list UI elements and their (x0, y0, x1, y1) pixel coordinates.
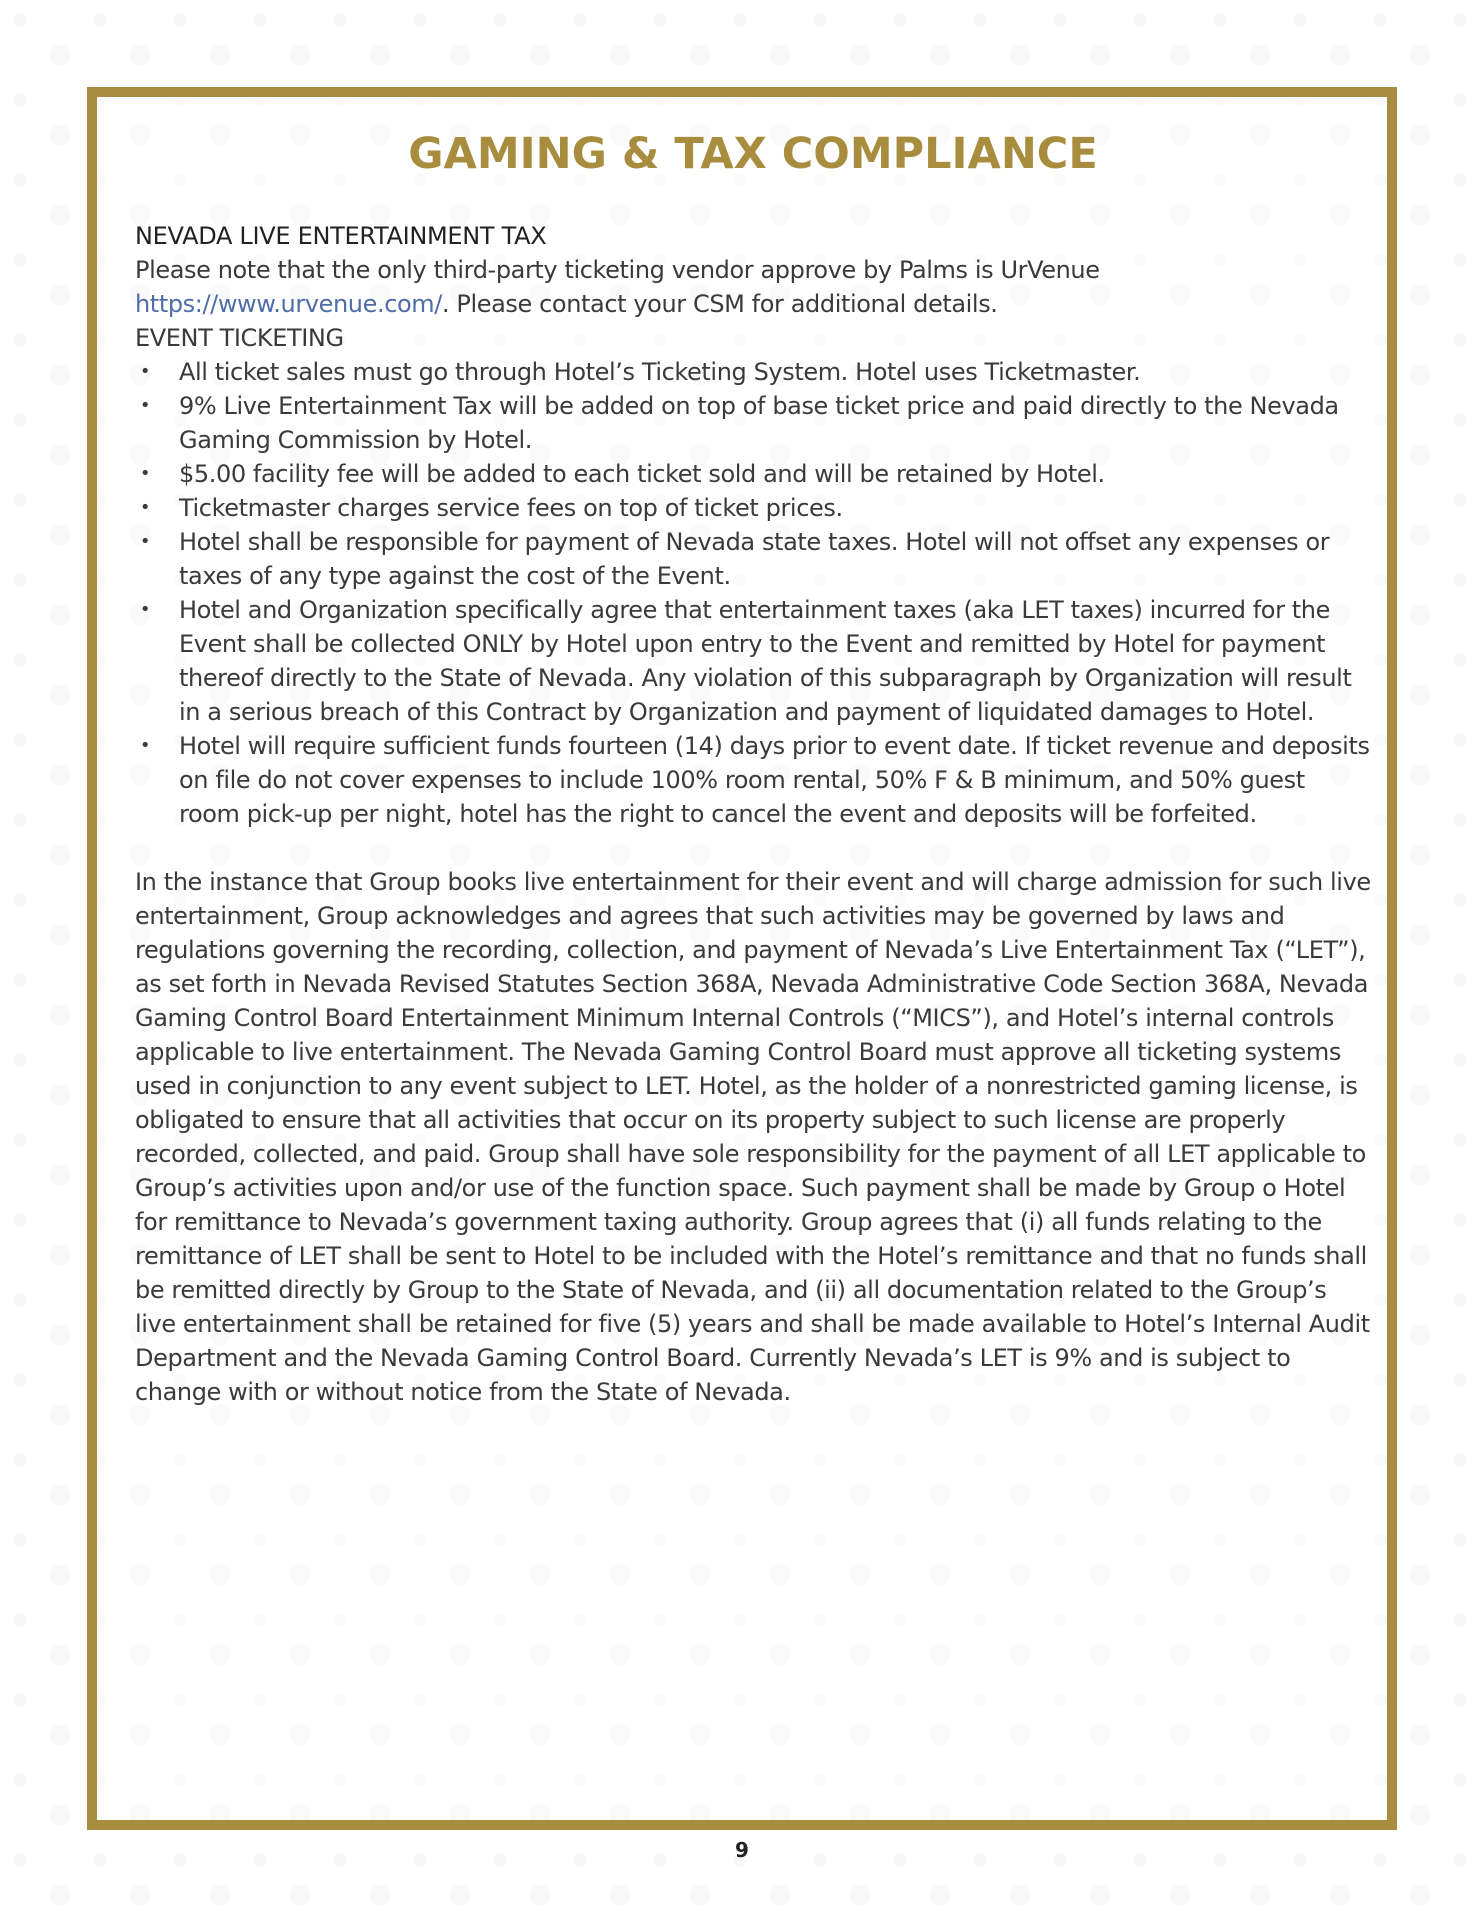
bullet-dot-icon: • (139, 496, 151, 518)
intro-text-before-link: Please note that the only third-party ticketing vendor approve by Palms is UrVenue (135, 255, 1100, 284)
let-body-paragraph: In the instance that Group books live entertainment for their event and will charge admission for such live entertainment, Group acknowledges and agrees that such activities may be governed by laws and regulations governing the recording, collection, and payment of Nevada’s Live Entertainment Tax (“LET”), as set forth in Nevada Revised Statutes Section 368A, Nevada Administrative Code Section 368A, Nevada Gaming Control Board Entertainment Minimum Internal Controls (“MICS”), and Hotel’s internal controls applicable to live entertainment. The Nevada Gaming Control Board must approve all ticketing systems used in conjunction to any event subject to LET. Hotel, as the holder of a nonrestricted gaming license, is obligated to ensure that all activities that occur on its property subject to such license are properly recorded, collected, and paid. Group shall have sole responsibility for the payment of all LET applicable to Group’s activities upon and/or use of the function space. Such payment shall be made by Group o Hotel for remittance to Nevada’s government taxing authority. Group agrees that (i) all funds relating to the remittance of LET shall be sent to Hotel to be included with the Hotel’s remittance and that no funds shall be remitted directly by Group to the State of Nevada, and (ii) all documentation related to the Group’s live entertainment shall be retained for five (5) years and shall be made available to Hotel’s Internal Audit Department and the Nevada Gaming Control Board. Currently Nevada’s LET is 9% and is subject to change with or without notice from the State of Nevada. (135, 867, 1371, 1406)
bullet-dot-icon: • (139, 462, 151, 484)
intro-paragraph (135, 253, 1371, 321)
list-item (135, 389, 1371, 457)
list-item-text: All ticket sales must go through Hotel’s Ticketing System. Hotel uses Ticketmaster. (179, 357, 1141, 386)
list-item (135, 729, 1371, 831)
list-item-text: $5.00 facility fee will be added to each ticket sold and will be retained by Hotel. (179, 459, 1105, 488)
intro-text-after-link: . Please contact your CSM for additional details. (441, 289, 998, 318)
list-item-text: Hotel will require sufficient funds fourteen (14) days prior to event date. If ticket revenue and deposits on file do not cover expenses to include 100% room rental, 50% F & B minimum, and 50% guest room pick-up per night, hotel has the right to cancel the event and deposits will be forfeited. (179, 731, 1370, 828)
list-item-text: 9% Live Entertainment Tax will be added on top of base ticket price and paid directly to the Nevada Gaming Commission by Hotel. (179, 391, 1339, 454)
bullet-dot-icon: • (139, 734, 151, 756)
page-title: GAMING & TAX COMPLIANCE (408, 129, 1098, 179)
bullet-dot-icon: • (139, 598, 151, 620)
ticketing-bullet-list (135, 355, 1371, 831)
list-item-text: Hotel and Organization specifically agree that entertainment taxes (aka LET taxes) incurred for the Event shall be collected ONLY by Hotel upon entry to the Event and remitted by Hotel for payment thereof directly to the State of Nevada. Any violation of this subparagraph by Organization will result in a serious breach of this Contract by Organization and payment of liquidated damages to Hotel. (179, 595, 1352, 726)
list-item (135, 593, 1371, 729)
list-item (135, 457, 1371, 491)
event-ticketing-subheading: EVENT TICKETING (135, 323, 344, 352)
page-number: 9 (735, 1838, 749, 1862)
list-item (135, 525, 1371, 593)
list-item (135, 491, 1371, 525)
page-frame (87, 87, 1397, 1830)
page-content (135, 129, 1371, 1409)
section-heading: NEVADA LIVE ENTERTAINMENT TAX (135, 221, 547, 250)
bullet-dot-icon: • (139, 530, 151, 552)
list-item-text: Hotel shall be responsible for payment of Nevada state taxes. Hotel will not offset any expenses or taxes of any type against the cost of the Event. (179, 527, 1330, 590)
list-item-text: Ticketmaster charges service fees on top of ticket prices. (179, 493, 843, 522)
urvenue-link[interactable]: https://www.urvenue.com/ (135, 289, 442, 318)
bullet-dot-icon: • (139, 360, 151, 382)
bullet-dot-icon: • (139, 394, 151, 416)
list-item (135, 355, 1371, 389)
